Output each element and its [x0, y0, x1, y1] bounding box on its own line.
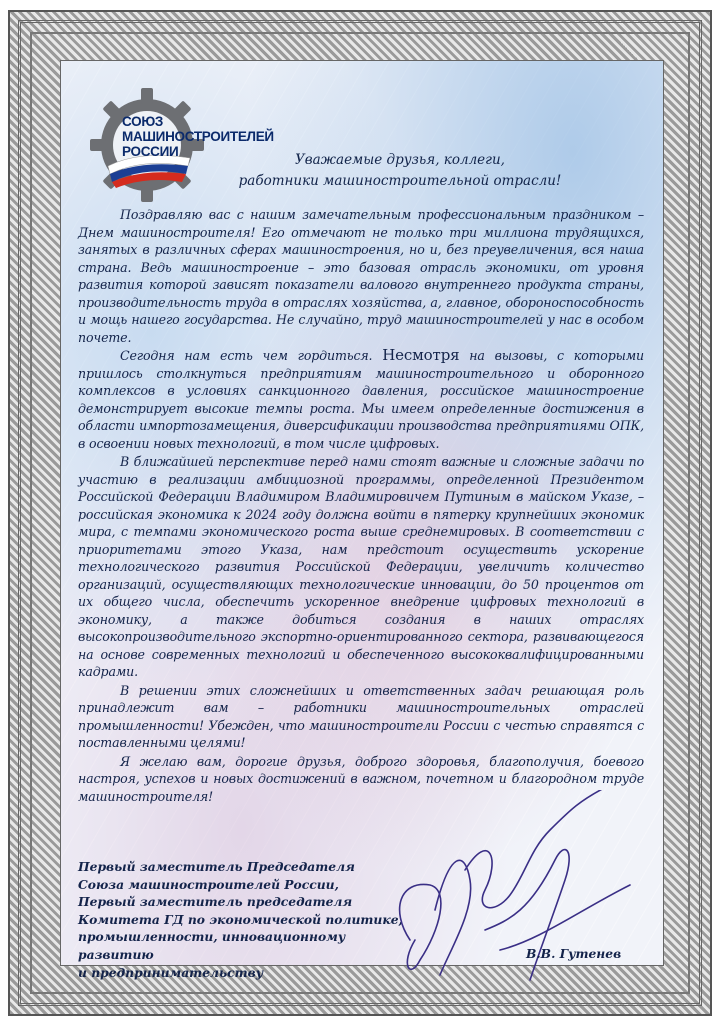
signatory-title-line: Первый заместитель Председателя — [78, 859, 355, 874]
signatory-title-line: Комитета ГД по экономической политике, — [78, 911, 403, 927]
letter-body — [78, 206, 644, 805]
greeting-heading — [200, 150, 600, 192]
signatory-title-line: Первый заместитель председателя — [78, 894, 353, 910]
paragraph-congratulation: Поздравляю вас с нашим замечательным профессиональным праздником – Днем машиностроителя! Его отмечают не только три миллиона трудящихся, занятых в различных сферах машиностроения, но и, без преувеличения, вся наша страна. Ведь машиностроение – это базовая отрасль экономики, от уровня развития которой зависят показатели валового внутреннего продукта страны, производительность труда в отраслях хозяйства, а, главное, обороноспособность и мощь нашего государства. Не случайно, труд машиностроителей у нас в особом почете. — [78, 207, 644, 345]
achievements-emphasis: Несмотря — [382, 346, 460, 364]
signatory-title-line: промышленности, инновационному развитию — [78, 929, 346, 962]
paragraph-role: В решении этих сложнейших и ответственных задач решающая роль принадлежит вам – работники машиностроительных отраслей промышленности! Убежден, что машиностроители России с честью справятся с поставленными целями! — [78, 682, 644, 750]
signatory-title — [78, 858, 408, 981]
greeting-line-2: работники машиностроительной отрасли! — [238, 173, 562, 189]
signatory-name: В.В. Гутенев — [526, 946, 622, 961]
logo-line-1: СОЮЗ — [122, 114, 164, 129]
logo-line-3: РОССИИ — [122, 144, 179, 159]
paragraph-achievements — [78, 347, 644, 452]
logo-line-2: МАШИНОСТРОИТЕЛЕЙ — [122, 129, 274, 144]
paragraph-wishes: Я желаю вам, дорогие друзья, доброго здоровья, благополучия, боевого настроя, успехов и новых достижений в важном, почетном и благородном труде машиностроителя! — [78, 753, 644, 804]
handwritten-signature — [380, 790, 670, 990]
achievements-rest: на вызовы, с которыми пришлось столкнуться предприятиям машиностроительного и оборонного комплексов в условиях санкционного давления, российское машиностроение демонстрирует высокие темпы роста. Мы имеем определенные достижения в области импортозамещения, диверсификации производства предприятиями ОПК, в освоении новых технологий, в том числе цифровых. — [78, 348, 644, 451]
achievements-start: Сегодня нам есть чем гордиться. — [120, 348, 373, 363]
signatory-title-line: и предпринимательству — [78, 964, 264, 980]
paragraph-tasks: В ближайшей перспективе перед нами стоят важные и сложные задачи по участию в реализации амбициозной программы, определенной Президентом Российской Федерации Владимиром Владимировичем Путиным в майском Указе, – российская экономика к 2024 году должна войти в пятерку крупнейших экономик мира, с темпами экономического роста выше среднемировых. В соответствии с приоритетами этого Указа, нам предстоит осуществить ускорение технологического развития Российской Федерации, увеличить количество организаций, осуществляющих технологические инновации, до 50 процентов от их общего числа, обеспечить ускоренное внедрение цифровых технологий в экономику, а также добиться создания в наших отраслях высокопроизводительного экспортно-ориентированного сектора, развивающегося на основе современных технологий и обеспеченного высококвалифицированными кадрами. — [78, 454, 644, 679]
signatory-title-line: Союза машиностроителей России, — [78, 876, 339, 892]
greeting-line-1: Уважаемые друзья, коллеги, — [295, 152, 505, 168]
